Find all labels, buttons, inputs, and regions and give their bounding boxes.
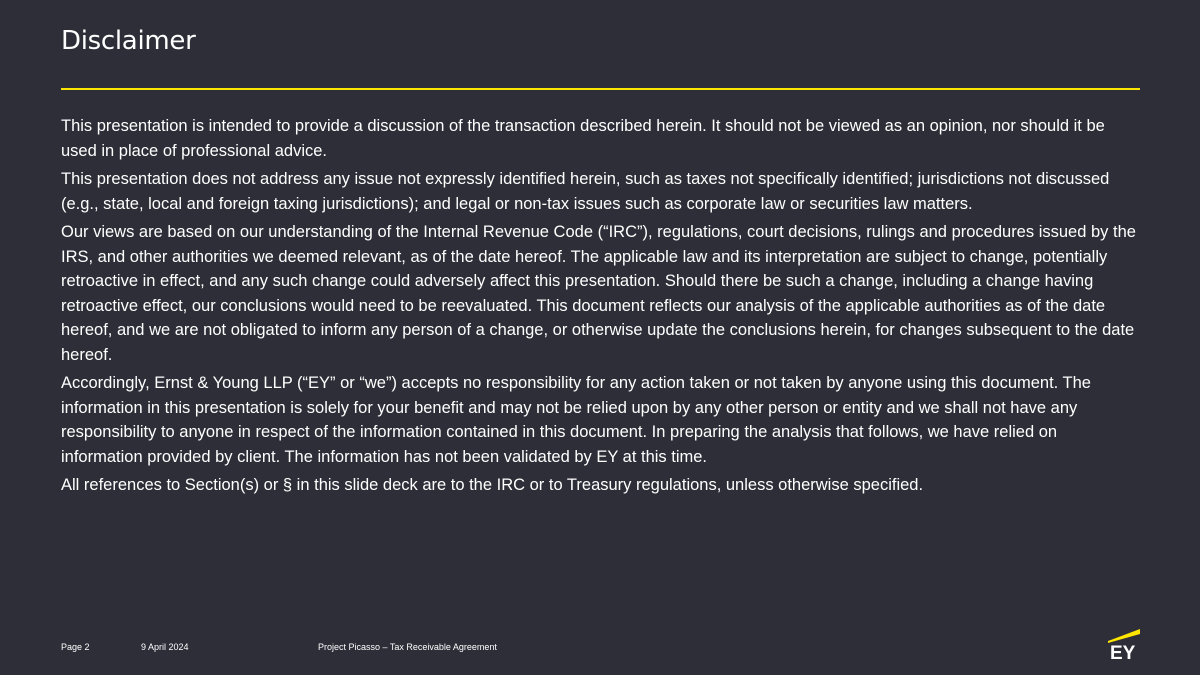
disclaimer-paragraph: This presentation does not address any issue not expressly identified herein, such as taxes not specifically identified; jurisdictions not discussed (e.g., state, local and foreign taxing jurisdictions); and legal or non-tax issues such as corporate law or securities law matters.: [61, 170, 1110, 213]
disclaimer-paragraph: Accordingly, Ernst & Young LLP (“EY” or “we”) accepts no responsibility for any action taken or not taken by anyone using this document. The information in this presentation is solely for your benefit and may not be relied upon by any other person or entity and we shall not have any responsibility to anyone in respect of the information contained in this document. In preparing the analysis that follows, we have relied on information provided by client. The information has not been validated by EY at this time.: [61, 374, 1091, 466]
slide-title: Disclaimer: [61, 26, 196, 56]
footer-page-number: Page 2: [61, 642, 90, 652]
disclaimer-paragraph: All references to Section(s) or § in this slide deck are to the IRC or to Treasury regulations, unless otherwise specified.: [61, 476, 924, 494]
logo-text: EY: [1110, 643, 1136, 661]
footer-project-name: Project Picasso – Tax Receivable Agreement: [318, 642, 497, 652]
disclaimer-body: [61, 114, 1141, 502]
disclaimer-paragraph: Our views are based on our understanding of the Internal Revenue Code (“IRC”), regulations, court decisions, rulings and procedures issued by the IRS, and other authorities we deemed relevant, as of the date hereof. The applicable law and its interpretation are subject to change, potentially retroactive in effect, and any such change could adversely affect this presentation. Should there be such a change, including a change having retroactive effect, our conclusions would need to be reevaluated. This document reflects our analysis of the applicable authorities as of the date hereof, and we are not obligated to inform any person of a change, or otherwise update the conclusions herein, for changes subsequent to the date hereof.: [61, 223, 1136, 364]
ey-logo-icon: [1106, 625, 1142, 661]
disclaimer-paragraph: This presentation is intended to provide a discussion of the transaction described herein. It should not be viewed as an opinion, nor should it be used in place of professional advice.: [61, 117, 1105, 160]
footer-date: 9 April 2024: [141, 642, 189, 652]
title-divider: [61, 88, 1140, 90]
